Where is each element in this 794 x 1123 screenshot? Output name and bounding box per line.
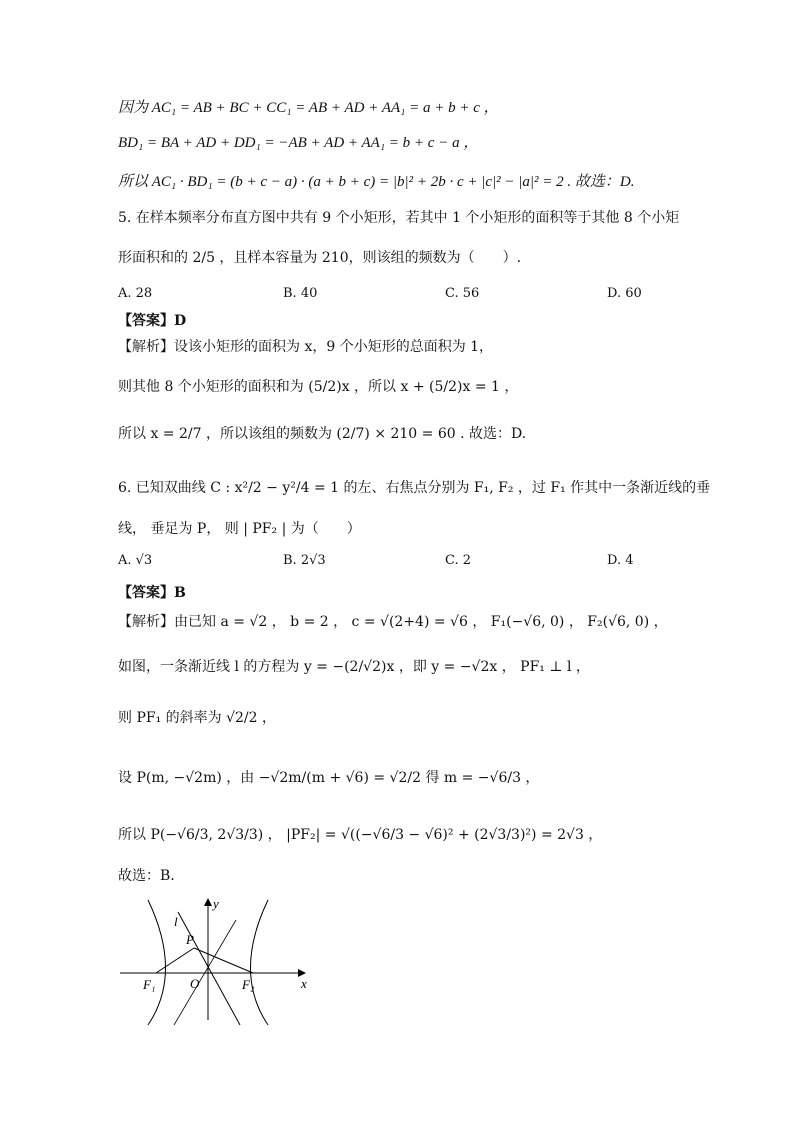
q5-stem-1: 5. 在样本频率分布直方图中共有 9 个小矩形，若其中 1 个小矩形的面积等于其他 8 个小矩 xyxy=(118,210,680,226)
focus-f2-label: F₂ xyxy=(242,977,255,992)
q6-solution-1: 【解析】由已知 a = √2 ， b = 2 ， c = √(2+4) = √6 ， F₁(−√6, 0) ， F₂(√6, 0) ， xyxy=(118,614,668,630)
q6-stem-1: 6. 已知双曲线 C : x²/2 − y²/4 = 1 的左、右焦点分别为 F₁, F₂ ，过 F₁ 作其中一条渐近线的垂 xyxy=(118,480,711,496)
q6-solution-5: 所以 P(−√6/3, 2√3/3) ， |PF₂| = √((−√6/3 − √6)² + (2√3/3)²) = 2√3 ， xyxy=(118,827,603,843)
asymptote-label: l xyxy=(174,914,178,929)
q5-solution-3: 所以 x = 2/7 ，所以该组的频数为 (2/7) × 210 = 60 . 故选：D. xyxy=(118,426,527,442)
q5-stem-2: 形面积和的 2/5 ，且样本容量为 210，则该组的频数为（ ）. xyxy=(118,250,522,266)
q5-option-a: A. 28 xyxy=(118,286,153,301)
q5-solution-1: 【解析】设该小矩形的面积为 x，9 个小矩形的总面积为 1， xyxy=(118,339,494,355)
q6-stem-2: 线， 垂足为 P， 则 | PF₂ | 为（ ） xyxy=(118,521,361,537)
hyperbola-figure xyxy=(118,892,318,1027)
proof-line-3: 所以 AC₁ · BD₁ = (b + c − a) · (a + b + c) = |b|² + 2b · c + |c|² − |a|² = 2 . 故选：D. xyxy=(118,174,635,190)
q6-solution-4: 设 P(m, −√2m) ，由 −√2m/(m + √6) = √2/2 得 m = −√6/3 ， xyxy=(118,770,540,786)
proof-line-2: BD₁ = BA + AD + DD₁ = −AB + AD + AA₁ = b + c − a ， xyxy=(118,135,479,151)
x-axis-label: x xyxy=(301,976,307,991)
q6-solution-3: 则 PF₁ 的斜率为 √2/2 ， xyxy=(118,710,276,726)
q6-solution-6: 故选：B. xyxy=(118,868,175,884)
q5-answer: 【答案】D xyxy=(118,313,187,329)
q6-option-b: B. 2√3 xyxy=(283,553,326,568)
q6-option-c: C. 2 xyxy=(445,553,472,568)
origin-label: O xyxy=(190,976,200,991)
q6-solution-2: 如图，一条渐近线 l 的方程为 y = −(2/√2)x ，即 y = −√2x ， PF₁ ⊥ l ， xyxy=(118,659,590,675)
q5-option-d: D. 60 xyxy=(607,286,642,301)
proof-line-1: 因为 AC₁ = AB + BC + CC₁ = AB + AD + AA₁ = a + b + c ， xyxy=(118,100,499,116)
q6-option-d: D. 4 xyxy=(607,553,634,568)
q5-option-c: C. 56 xyxy=(445,286,480,301)
q6-option-a: A. √3 xyxy=(118,553,153,568)
q5-option-b: B. 40 xyxy=(283,286,318,301)
point-p-label: P xyxy=(186,932,194,947)
q6-answer: 【答案】B xyxy=(118,585,186,601)
focus-f1-label: F₁ xyxy=(143,977,156,992)
q5-solution-2: 则其他 8 个小矩形的面积和为 (5/2)x ，所以 x + (5/2)x = 1 ， xyxy=(118,379,519,395)
y-axis-label: y xyxy=(213,896,219,911)
